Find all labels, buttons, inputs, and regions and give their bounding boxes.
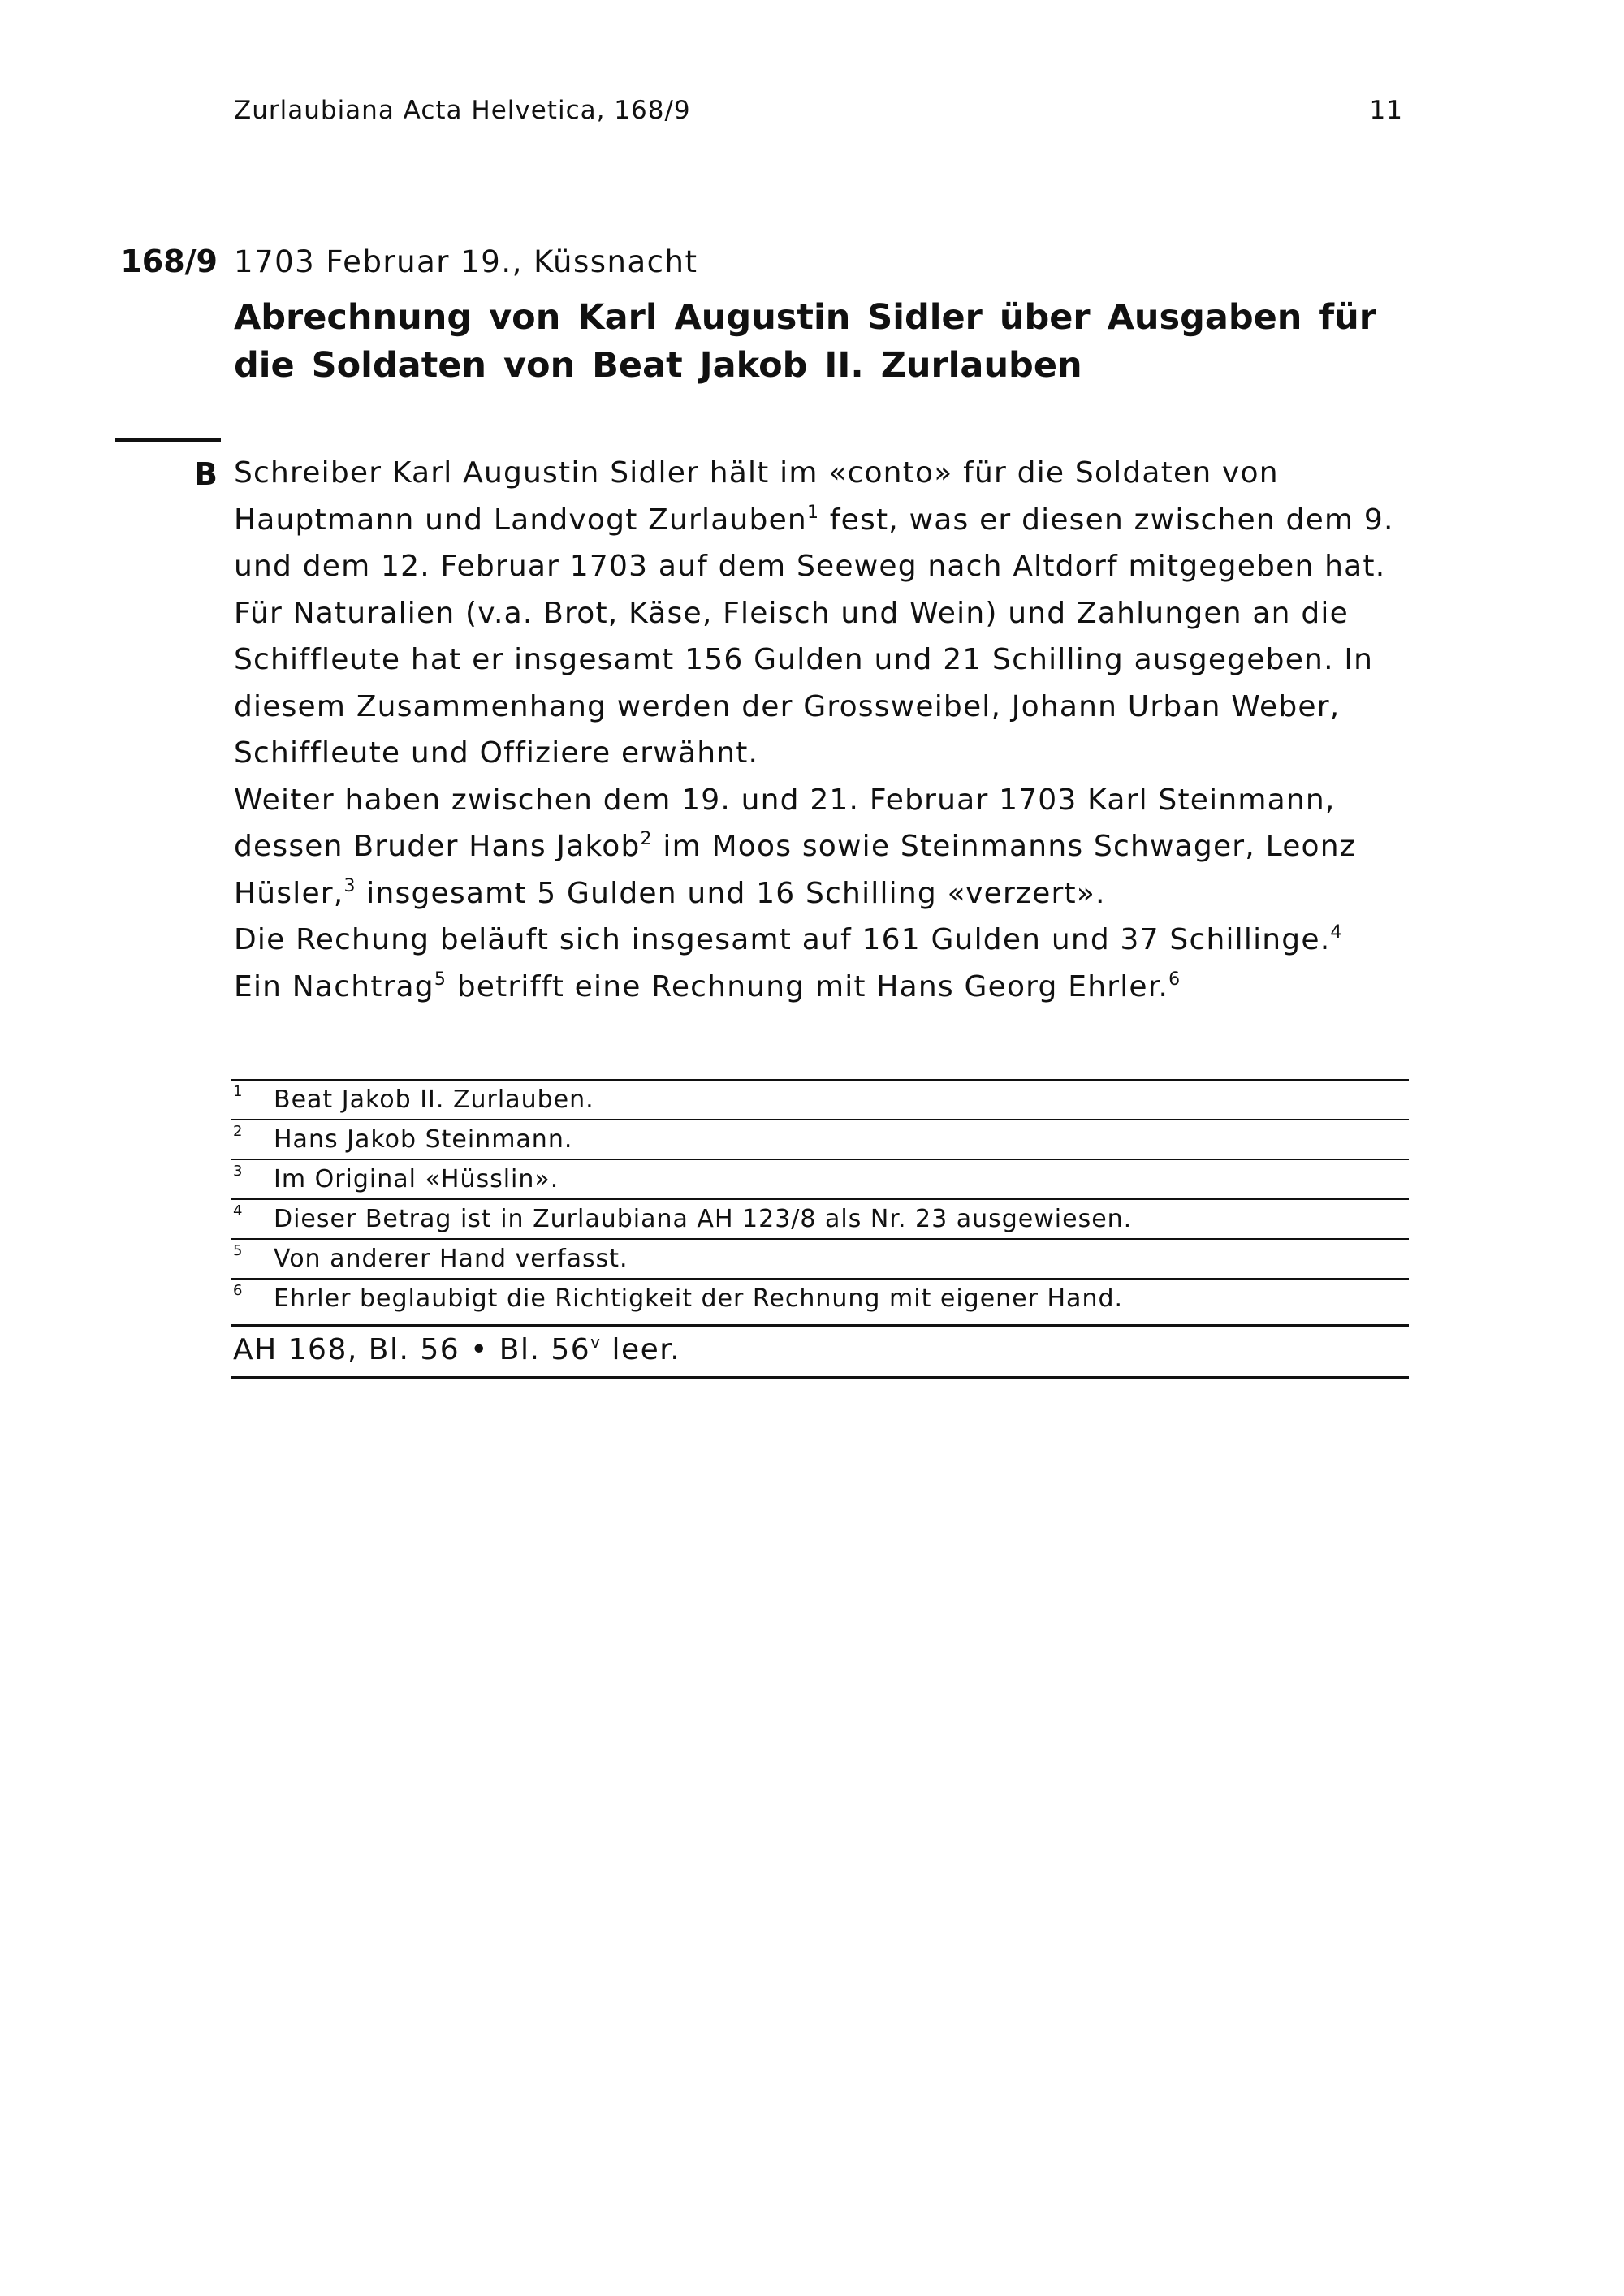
footnote [231, 1238, 1409, 1278]
footnote-number: 4 [233, 1202, 244, 1219]
footnote-number: 1 [233, 1083, 244, 1100]
footnote-ref[interactable]: 6 [1168, 969, 1181, 990]
running-head: Zurlaubiana Acta Helvetica, 168/9 [234, 96, 691, 125]
page-number: 11 [1369, 96, 1403, 125]
document-date-place: 1703 Februar 19., Küssnacht [234, 244, 698, 279]
footnote [231, 1198, 1409, 1238]
footnote-text: Dieser Betrag ist in Zurlaubiana AH 123/8 als Nr. 23 ausgewiesen. [274, 1205, 1133, 1233]
footnote-number: 3 [233, 1163, 244, 1180]
footnote-ref[interactable]: 2 [640, 829, 653, 849]
footnote-number: 5 [233, 1242, 244, 1259]
footnote-number: 2 [233, 1123, 244, 1140]
source-reference: AH 168, Bl. 56 • Bl. 56$^v$ leer. [231, 1324, 1409, 1379]
section-label: B [194, 456, 218, 492]
summary-text [234, 450, 1427, 1010]
footnote [231, 1278, 1409, 1318]
footnote-text: Von anderer Hand verfasst. [274, 1245, 628, 1273]
footnotes [231, 1079, 1409, 1379]
summary-paragraph: Weiter haben zwischen dem 19. und 21. Februar 1703 Karl Steinmann, dessen Bruder Hans Jakob$^2$ im Moos sowie Steinmanns Schwager, Leonz Hüsler,$^3$ insgesamt 5 Gulden und 16 Schilling «verzert». [234, 783, 1356, 910]
footnote [231, 1159, 1409, 1198]
footnote-number: 6 [233, 1282, 244, 1299]
footnote-text: Im Original «Hüsslin». [274, 1165, 559, 1193]
summary-paragraph: Ein Nachtrag$^5$ betrifft eine Rechnung mit Hans Georg Ehrler.$^6$ [234, 969, 1181, 1003]
footnote-text: Hans Jakob Steinmann. [274, 1125, 573, 1154]
document-number: 168/9 [120, 244, 218, 279]
footnote [231, 1119, 1409, 1159]
summary-paragraph: Schreiber Karl Augustin Sidler hält im «conto» für die Soldaten von Hauptmann und Landvogt Zurlauben$^1$ fest, was er diesen zwischen dem 9. und dem 12. Februar 1703 auf dem Seeweg nach Altdorf mitgegeben hat. Für Naturalien (v.a. Brot, Käse, Fleisch und Wein) und Zahlungen an die Schiffleute hat er insgesamt 156 Gulden und 21 Schilling ausgegeben. In diesem Zusammenhang werden der Grossweibel, Johann Urban Weber, Schiffleute und Offiziere erwähnt. [234, 456, 1394, 770]
footnote-ref[interactable]: 4 [1330, 922, 1343, 943]
margin-rule [115, 438, 221, 442]
document-title: Abrechnung von Karl Augustin Sidler über Ausgaben für die Soldaten von Beat Jakob II. Zurlauben [234, 297, 1376, 386]
footnote-ref[interactable]: 5 [434, 969, 447, 990]
footnote-text: Beat Jakob II. Zurlauben. [274, 1085, 594, 1114]
footnote-text: Ehrler beglaubigt die Richtigkeit der Rechnung mit eigener Hand. [274, 1284, 1124, 1313]
footnote [231, 1079, 1409, 1119]
summary-paragraph: Die Rechung beläuft sich insgesamt auf 161 Gulden und 37 Schillinge.$^4$ [234, 922, 1343, 956]
footnote-ref[interactable]: 3 [343, 875, 356, 896]
footnote-ref[interactable]: 1 [806, 502, 820, 523]
